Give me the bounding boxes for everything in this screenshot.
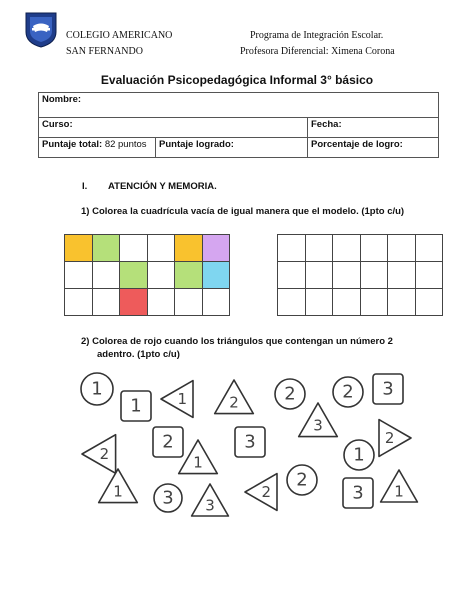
shape-number: 1 <box>177 390 188 408</box>
circle-shape <box>81 373 113 405</box>
shape-number: 1 <box>353 444 365 466</box>
shape-number: 3 <box>352 482 364 504</box>
school-name-line1: COLEGIO AMERICANO <box>66 30 173 41</box>
program-name: Programa de Integración Escolar. <box>250 30 384 41</box>
triangle-shape[interactable] <box>192 484 229 516</box>
shape-number: 2 <box>261 483 272 501</box>
question-2-line1: 2) Colorea de rojo cuando los triángulos que contengan un número 2 <box>81 336 393 347</box>
square-shape <box>153 427 183 457</box>
shape-number: 1 <box>193 453 203 472</box>
triangle-shape[interactable] <box>215 380 254 414</box>
shape-number: 2 <box>342 381 354 403</box>
circle-shape <box>287 465 317 495</box>
shape-number: 3 <box>162 487 174 509</box>
triangle-shape[interactable] <box>82 435 116 474</box>
shape-number: 2 <box>162 431 174 453</box>
shape-number: 1 <box>113 482 123 501</box>
shape-number: 1 <box>130 395 142 417</box>
section-number: I. <box>82 181 88 192</box>
triangle-shape[interactable] <box>161 381 193 418</box>
puntaje-total-label: Puntaje total: <box>42 139 103 150</box>
shape-number: 2 <box>284 383 296 405</box>
question-1-text: 1) Colorea la cuadrícula vacía de igual manera que el modelo. (1pto c/u) <box>81 206 405 217</box>
triangle-shape[interactable] <box>299 403 338 437</box>
triangle-shape[interactable] <box>379 420 411 457</box>
porcentaje-field[interactable]: Porcentaje de logro: <box>308 138 439 158</box>
circle-shape <box>154 484 182 512</box>
shape-number: 3 <box>382 378 394 400</box>
shape-number: 2 <box>296 469 308 491</box>
page-title: Evaluación Psicopedagógica Informal 3° básico <box>100 73 374 87</box>
shape-number: 1 <box>394 482 404 501</box>
square-shape <box>373 374 403 404</box>
school-name-line2: SAN FERNANDO <box>66 46 143 57</box>
teacher-name: Profesora Diferencial: Ximena Corona <box>240 46 395 57</box>
curso-field[interactable]: Curso: <box>39 118 308 138</box>
triangle-shape[interactable] <box>381 470 418 502</box>
square-shape <box>343 478 373 508</box>
circle-shape <box>344 440 374 470</box>
square-shape <box>235 427 265 457</box>
question-2-line2: adentro. (1pto c/u) <box>97 349 180 360</box>
shape-number: 2 <box>99 445 110 463</box>
shape-number: 3 <box>205 496 215 515</box>
triangle-shape[interactable] <box>179 440 218 474</box>
triangle-shape[interactable] <box>99 469 138 503</box>
circle-shape <box>275 379 305 409</box>
shape-number: 1 <box>91 378 103 400</box>
puntaje-logrado-field[interactable]: Puntaje logrado: <box>156 138 308 158</box>
circle-shape <box>333 377 363 407</box>
triangle-shape[interactable] <box>245 474 277 511</box>
shape-number: 3 <box>313 416 323 435</box>
nombre-field[interactable]: Nombre: <box>39 93 439 118</box>
shape-number: 3 <box>244 431 256 453</box>
shape-number: 2 <box>384 429 395 447</box>
square-shape <box>121 391 151 421</box>
puntaje-total-value: 82 puntos <box>104 139 147 150</box>
fecha-field[interactable]: Fecha: <box>308 118 439 138</box>
section-title: ATENCIÓN Y MEMORIA. <box>108 181 217 192</box>
shape-number: 2 <box>229 393 239 412</box>
